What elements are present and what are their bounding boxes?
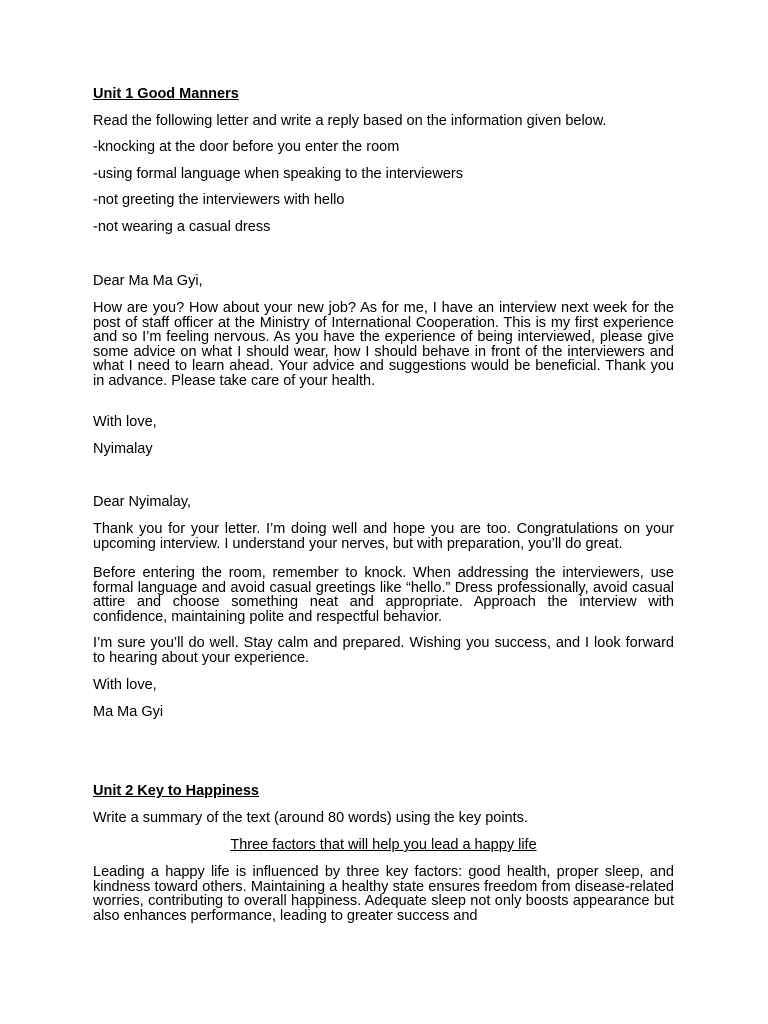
reply-salutation: Dear Nyimalay, xyxy=(93,494,192,510)
letter-body: How are you? How about your new job? As for me, I have an interview next week for the post of staff officer at the Ministry of International Cooperation. This is my first experience and so I’m feeling nervous. As you have the experience of being interviewed, please give some advice on what I should wear, how I should behave in front of the interviewers and what I need to learn ahead. Your advice and suggestions would be beneficial. Thank you in advance. Please take care of your health. xyxy=(93,300,674,389)
reply-paragraph-3: I’m sure you’ll do well. Stay calm and prepared. Wishing you success, and I look forward to hearing about your experience. xyxy=(93,635,674,666)
letter-signature: Nyimalay xyxy=(93,441,153,457)
reply-closing: With love, xyxy=(93,677,157,693)
unit1-point-1: -knocking at the door before you enter the room xyxy=(93,139,400,155)
unit2-summary: Leading a happy life is influenced by three key factors: good health, proper sleep, and kindness toward others. Maintaining a healthy state ensures freedom from disease-related worries, contributing to overall happiness. Adequate sleep not only boosts appearance but also enhances performance, leading to greater success and xyxy=(93,864,674,924)
reply-paragraph-1: Thank you for your letter. I’m doing well and hope you are too. Congratulations on your upcoming interview. I understand your nerves, but with preparation, you’ll do great. xyxy=(93,521,674,552)
reply-signature: Ma Ma Gyi xyxy=(93,704,164,720)
letter-salutation: Dear Ma Ma Gyi, xyxy=(93,273,203,289)
unit1-point-2: -using formal language when speaking to the interviewers xyxy=(93,166,463,182)
unit1-point-3: -not greeting the interviewers with hello xyxy=(93,192,345,208)
unit1-instruction: Read the following letter and write a reply based on the information given below. xyxy=(93,113,607,129)
unit2-instruction: Write a summary of the text (around 80 words) using the key points. xyxy=(93,810,528,826)
reply-paragraph-2: Before entering the room, remember to knock. When addressing the interviewers, use formal language and avoid casual greetings like “hello.” Dress professionally, avoid casual attire and choose something neat and appropriate. Approach the interview with confidence, maintaining polite and respectful behavior. xyxy=(93,565,674,625)
unit1-point-4: -not wearing a casual dress xyxy=(93,219,271,235)
letter-closing: With love, xyxy=(93,414,157,430)
unit2-heading: Unit 2 Key to Happiness xyxy=(93,783,259,799)
unit1-heading: Unit 1 Good Manners xyxy=(93,86,239,102)
unit2-subheading: Three factors that will help you lead a happy life xyxy=(230,837,537,853)
